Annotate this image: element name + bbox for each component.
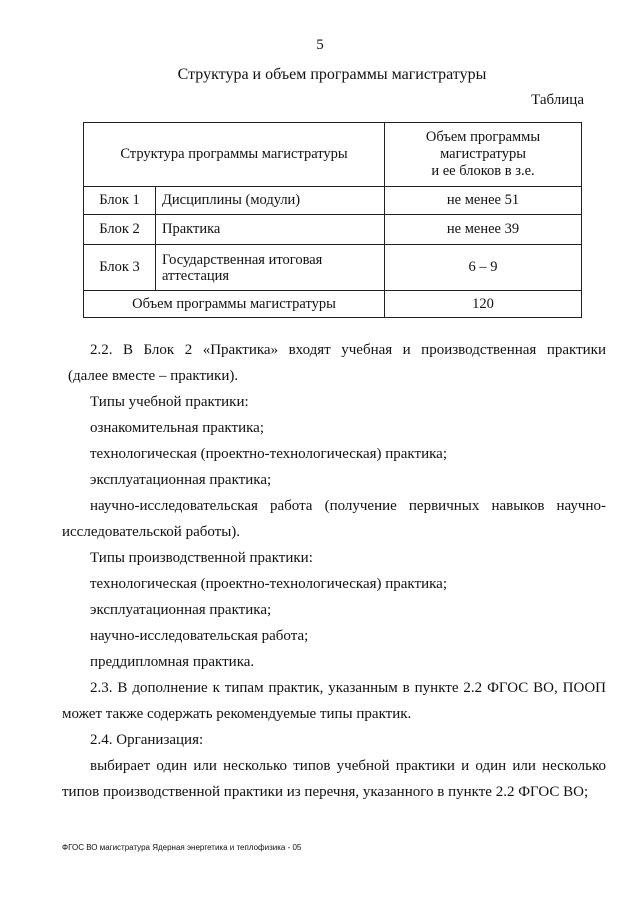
header-volume-line: магистратуры <box>440 146 526 162</box>
page-number: 5 <box>316 37 324 53</box>
table-row <box>84 187 582 215</box>
block-name-cell: Практика <box>156 215 385 245</box>
paragraph: Типы учебной практики: <box>90 394 249 410</box>
paragraph: Типы производственной практики: <box>90 550 313 566</box>
list-item: технологическая (проектно-технологическая) практика; <box>90 576 447 592</box>
body-text <box>62 337 606 805</box>
table-caption: Таблица <box>531 92 584 108</box>
total-label-cell: Объем программы магистратуры <box>84 291 385 318</box>
block-cell: Блок 3 <box>84 245 156 291</box>
total-value-cell: 120 <box>385 291 582 318</box>
block-volume-cell: 6 – 9 <box>385 245 582 291</box>
table-row <box>84 245 582 291</box>
list-item: ознакомительная практика; <box>90 420 264 436</box>
paragraph-line: исследовательской работы). <box>62 524 241 540</box>
table-header-row <box>84 123 582 187</box>
header-structure-cell: Структура программы магистратуры <box>84 123 385 187</box>
paragraph-line: 2.3. В дополнение к типам практик, указанным в пункте 2.2 ФГОС ВО, ПООП <box>90 680 606 696</box>
header-volume-cell <box>385 123 582 187</box>
list-item: преддипломная практика. <box>90 654 255 670</box>
paragraph-line: (далее вместе – практики). <box>68 368 239 384</box>
block-cell: Блок 1 <box>84 187 156 215</box>
block-name-line: аттестация <box>162 267 230 284</box>
list-item: технологическая (проектно-технологическая) практика; <box>90 446 447 462</box>
paragraph: 2.4. Организация: <box>90 732 204 748</box>
list-item: научно-исследовательская работа; <box>90 628 309 644</box>
list-item: научно-исследовательская работа (получение первичных навыков научно- <box>90 498 606 514</box>
block-volume-cell: не менее 39 <box>385 215 582 245</box>
block-name-cell: Дисциплины (модули) <box>156 187 385 215</box>
table-total-row <box>84 291 582 318</box>
header-volume-line: Объем программы <box>425 129 541 145</box>
list-item: выбирает один или несколько типов учебной практики и один или несколько <box>90 758 606 774</box>
paragraph-line: типов производственной практики из перечня, указанного в пункте 2.2 ФГОС ВО; <box>62 784 589 800</box>
block-name-cell <box>156 245 385 291</box>
table-row <box>84 215 582 245</box>
block-cell: Блок 2 <box>84 215 156 245</box>
section-title: Структура и объем программы магистратуры <box>177 66 487 83</box>
page-footer: ФГОС ВО магистратура Ядерная энергетика и теплофизика - 05 <box>62 843 302 852</box>
block-name-line: Государственная итоговая <box>162 251 323 268</box>
list-item: эксплуатационная практика; <box>90 602 272 618</box>
header-volume-line: и ее блоков в з.е. <box>431 163 535 179</box>
paragraph-line: 2.2. В Блок 2 «Практика» входят учебная и производственная практики <box>90 342 606 358</box>
block-volume-cell: не менее 51 <box>385 187 582 215</box>
program-structure-table <box>83 122 582 318</box>
list-item: эксплуатационная практика; <box>90 472 272 488</box>
paragraph-line: может также содержать рекомендуемые типы практик. <box>62 706 412 722</box>
